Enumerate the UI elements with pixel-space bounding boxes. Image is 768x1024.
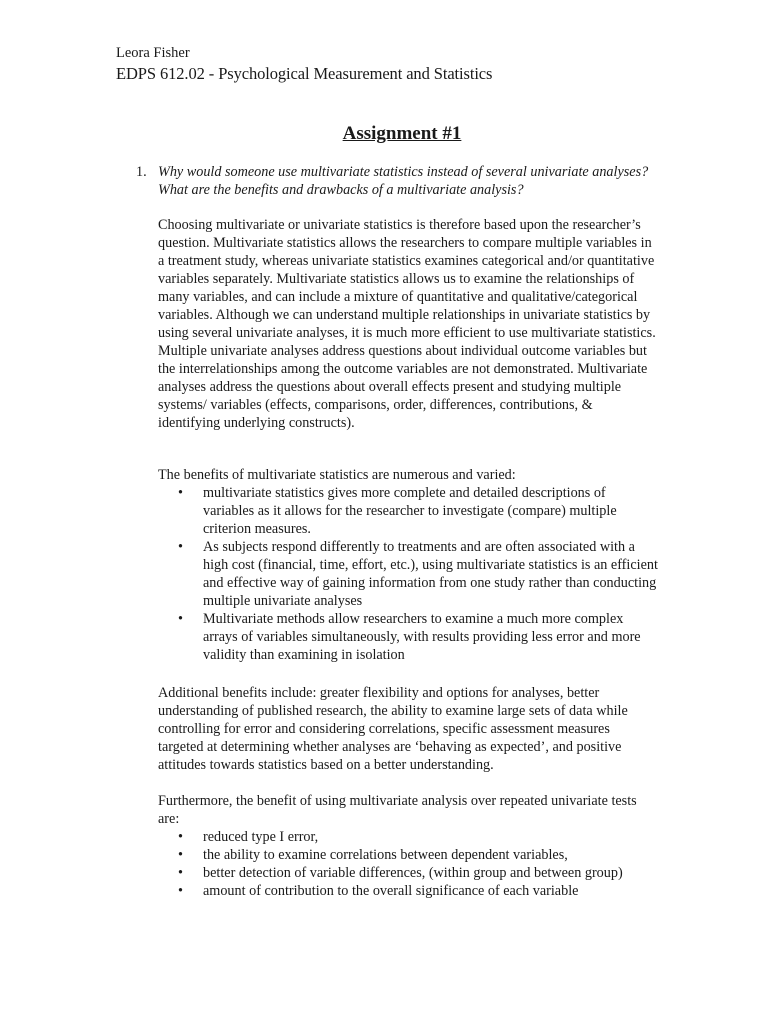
- furthermore-list: [158, 828, 658, 900]
- assignment-title: Assignment #1: [342, 123, 462, 144]
- bullet-icon: •: [178, 847, 183, 863]
- list-item-text: reduced type I error,: [203, 829, 319, 845]
- bullet-icon: •: [178, 865, 183, 881]
- benefits-section: [158, 466, 658, 664]
- paragraph-text: Choosing multivariate or univariate statistics is therefore based upon the researcher’s question. Multivariate statistics allows the researchers to compare multiple variables in a treatment study, whereas univariate statistics examines categorical and/or quantitative variables separately. Multivariate statistics allows us to examine the relationships of many variables, and can include a mixture of quantitative and qualitative/categorical variables. Although we can understand multiple relationships in univariate statistics by using several univariate analyses, it is much more efficient to use multivariate statistics. Multiple univariate analyses address questions about individual outcome variables but the interrelationships among the outcome variables are not demonstrated. Multivariate analyses address the questions about overall effects present and studying multiple systems/ variables (effects, comparisons, order, differences, contributions, & identifying underlying constructs).: [158, 217, 656, 431]
- list-item-text: As subjects respond differently to treatments and are often associated with a high cost (financial, time, effort, etc.), using multivariate statistics is an efficient and effective way of gaining information from one study rather than conducting multiple univariate analyses: [203, 539, 658, 609]
- question-number: 1.: [136, 164, 147, 180]
- list-item: [158, 610, 658, 664]
- list-item-text: the ability to examine correlations between dependent variables,: [203, 847, 568, 863]
- question-text: Why would someone use multivariate statistics instead of several univariate analyses? What are the benefits and drawbacks of a multivariate analysis?: [158, 164, 649, 198]
- list-item: [158, 828, 658, 846]
- bullet-icon: •: [178, 883, 183, 899]
- paragraph-text: Additional benefits include: greater flexibility and options for analyses, better understanding of published research, the ability to examine large sets of data while controlling for error and considering correlations, specific assessment measures targeted at determining whether analyses are ‘behaving as expected’, and positive attitudes towards statistics based on a better understanding.: [158, 685, 628, 773]
- question-1: [136, 163, 656, 199]
- bullet-icon: •: [178, 829, 183, 845]
- list-item-text: amount of contribution to the overall significance of each variable: [203, 883, 579, 899]
- list-item: [158, 882, 658, 900]
- list-item-text: Multivariate methods allow researchers to examine a much more complex arrays of variables simultaneously, with results providing less error and more validity than examining in isolation: [203, 611, 641, 663]
- list-item-text: multivariate statistics gives more complete and detailed descriptions of variables as it allows for the researcher to investigate (compare) multiple criterion measures.: [203, 485, 617, 537]
- bullet-icon: •: [178, 611, 183, 627]
- course-title: EDPS 612.02 - Psychological Measurement and Statistics: [116, 64, 493, 83]
- additional-benefits-paragraph: [158, 684, 658, 774]
- benefits-list: [158, 484, 658, 664]
- answer-paragraph-1: [158, 216, 658, 432]
- benefits-intro: The benefits of multivariate statistics are numerous and varied:: [158, 467, 516, 483]
- list-item: [158, 484, 658, 538]
- furthermore-section: [158, 792, 658, 900]
- list-item-text: better detection of variable differences, (within group and between group): [203, 865, 623, 881]
- bullet-icon: •: [178, 539, 183, 555]
- bullet-icon: •: [178, 485, 183, 501]
- author-name: Leora Fisher: [116, 45, 190, 61]
- list-item: [158, 864, 658, 882]
- furthermore-intro: Furthermore, the benefit of using multivariate analysis over repeated univariate tests are:: [158, 793, 637, 827]
- list-item: [158, 538, 658, 610]
- list-item: [158, 846, 658, 864]
